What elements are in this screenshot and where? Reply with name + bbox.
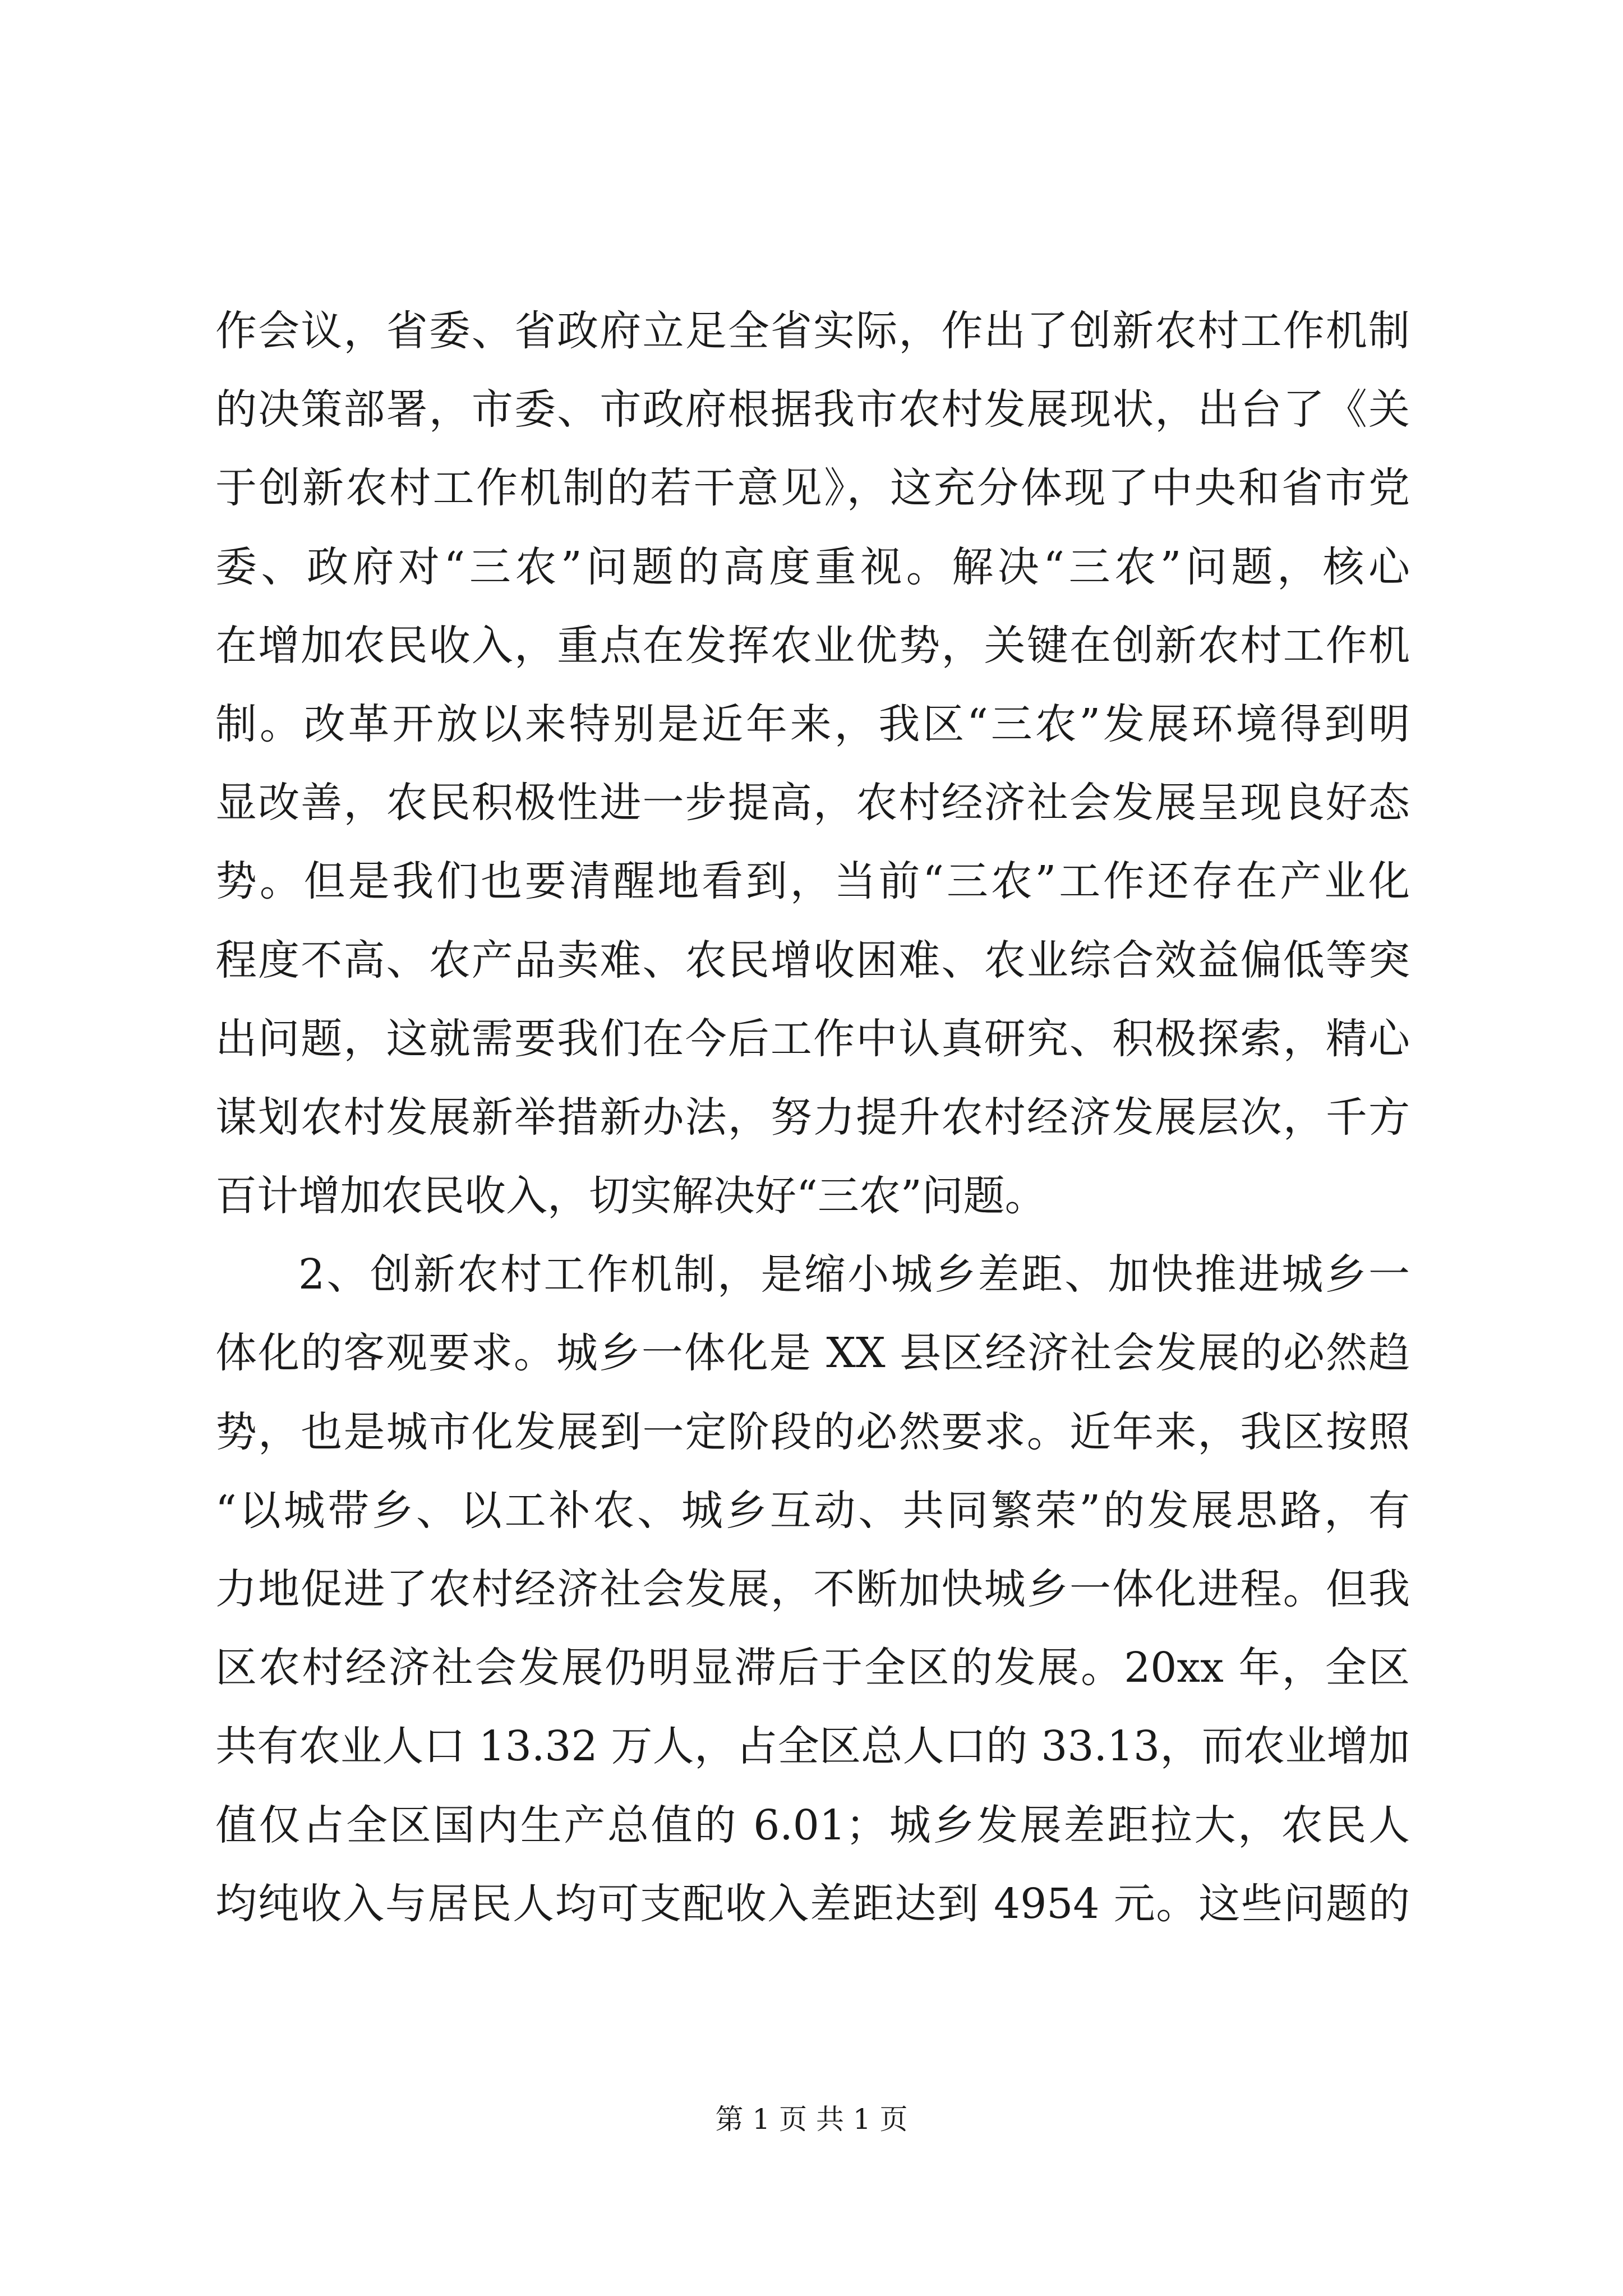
document-body bbox=[215, 292, 1410, 1943]
page-indicator: 第 1 页 共 1 页 bbox=[715, 2103, 908, 2136]
text-line: 力地促进了农村经济社会发展，不断加快城乡一体化进程。但我 bbox=[215, 1565, 1410, 1613]
text-line: 在增加农民收入，重点在发挥农业优势，关键在创新农村工作机 bbox=[215, 621, 1410, 670]
text-line: 区农村经济社会发展仍明显滞后于全区的发展。20xx 年，全区 bbox=[215, 1644, 1410, 1692]
text-line: 的决策部署，市委、市政府根据我市农村发展现状，出台了《关 bbox=[215, 385, 1410, 434]
paragraph-1 bbox=[215, 292, 1410, 1235]
text-line: 势。但是我们也要清醒地看到，当前“三农”工作还存在产业化 bbox=[215, 857, 1410, 906]
text-line: 谋划农村发展新举措新办法，努力提升农村经济发展层次，千方 bbox=[215, 1093, 1410, 1142]
text-line: 于创新农村工作机制的若干意见》，这充分体现了中央和省市党 bbox=[215, 464, 1410, 513]
paragraph-2 bbox=[215, 1235, 1410, 1943]
text-line: 作会议，省委、省政府立足全省实际，作出了创新农村工作机制 bbox=[215, 307, 1410, 355]
text-line: 百计增加农民收入，切实解决好“三农”问题。 bbox=[215, 1172, 1046, 1221]
text-line: 出问题，这就需要我们在今后工作中认真研究、积极探索，精心 bbox=[215, 1014, 1410, 1063]
text-line: 制。改革开放以来特别是近年来，我区“三农”发展环境得到明 bbox=[215, 700, 1410, 748]
text-line: 势，也是城市化发展到一定阶段的必然要求。近年来，我区按照 bbox=[215, 1407, 1410, 1456]
text-line: 程度不高、农产品卖难、农民增收困难、农业综合效益偏低等突 bbox=[215, 936, 1410, 984]
text-line: 共有农业人口 13.32 万人，占全区总人口的 33.13，而农业增加 bbox=[215, 1722, 1410, 1771]
text-line: 2、创新农村工作机制，是缩小城乡差距、加快推进城乡一 bbox=[298, 1250, 1410, 1299]
text-line: “以城带乡、以工补农、城乡互动、共同繁荣”的发展思路，有 bbox=[215, 1486, 1410, 1535]
text-line: 委、政府对“三农”问题的高度重视。解决“三农”问题，核心 bbox=[215, 542, 1410, 591]
text-line: 体化的客观要求。城乡一体化是 XX 县区经济社会发展的必然趋 bbox=[215, 1329, 1410, 1378]
text-line: 显改善，农民积极性进一步提高，农村经济社会发展呈现良好态 bbox=[215, 779, 1410, 827]
page-footer bbox=[0, 2097, 1623, 2137]
text-line: 均纯收入与居民人均可支配收入差距达到 4954 元。这些问题的 bbox=[215, 1879, 1410, 1928]
text-line: 值仅占全区国内生产总值的 6.01；城乡发展差距拉大，农民人 bbox=[215, 1801, 1410, 1849]
